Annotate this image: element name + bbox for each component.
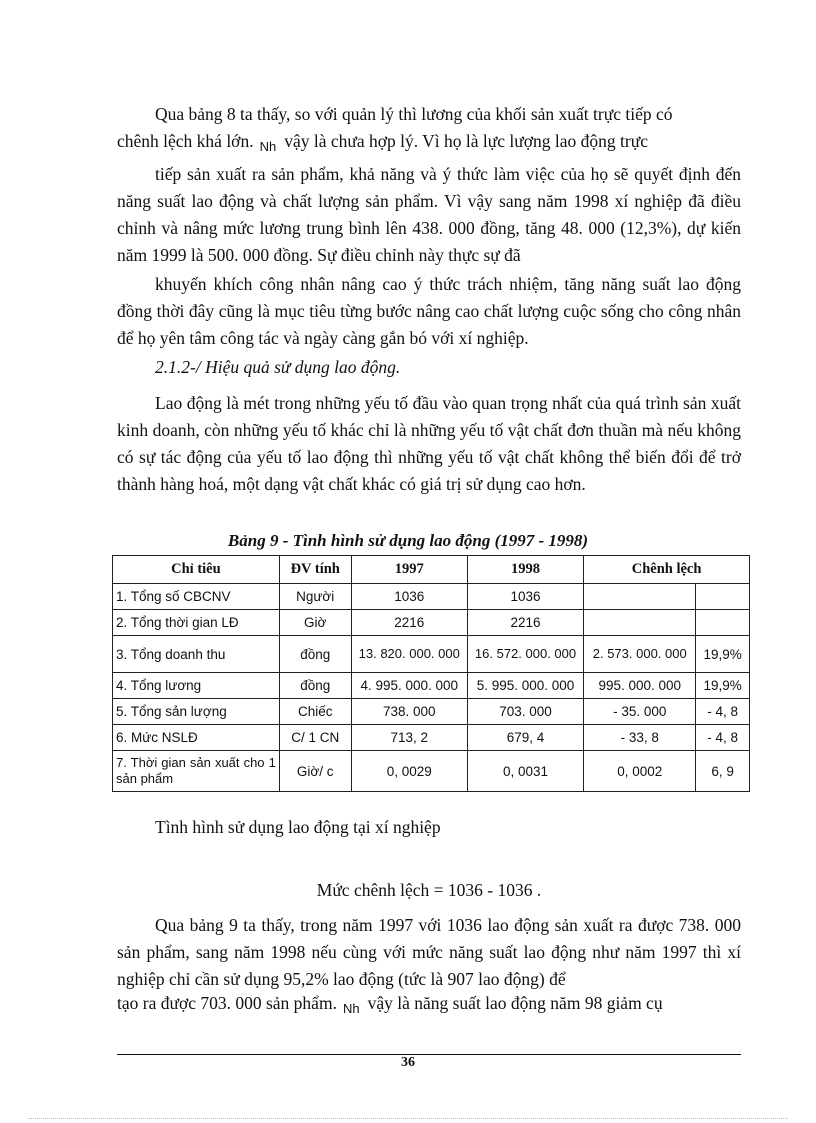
- header-cell: ĐV tính: [279, 556, 351, 584]
- header-cell: 1997: [351, 556, 467, 584]
- table-cell: 19,9%: [696, 636, 750, 673]
- table-cell: 679, 4: [467, 725, 583, 751]
- text-span: chênh lệch khá lớn.: [117, 131, 254, 151]
- section-heading: 2.1.2-/ Hiệu quả sử dụng lao động.: [155, 357, 401, 377]
- table-caption: Bảng 9 - Tình hình sử dụng lao động (1997 - 1998): [227, 531, 589, 550]
- table-cell: 2. 573. 000. 000: [584, 636, 696, 673]
- text-span: vậy là năng suất lao động năm 98 giảm cụ: [367, 993, 663, 1013]
- text-span: vậy là chưa hợp lý. Vì họ là lực lượng lao động trực: [284, 131, 648, 151]
- table-cell: 6. Mức NSLĐ: [113, 725, 280, 751]
- table-row: [113, 699, 750, 725]
- text-span: Nh: [342, 1001, 360, 1016]
- table-cell: 703. 000: [467, 699, 583, 725]
- table-cell: 0, 0029: [351, 751, 467, 792]
- table-cell: Chiếc: [279, 699, 351, 725]
- table-cell: - 4, 8: [696, 725, 750, 751]
- paragraph: khuyến khích công nhân nâng cao ý thức trách nhiệm, tăng năng suất lao động đồng thời đây cũng là mục tiêu từng bước nâng cao chất lượng cuộc sống cho công nhân để họ yên tâm công tác và ngày càng gắn bó với xí nghiệp.: [117, 274, 741, 348]
- table-cell: Giờ: [279, 610, 351, 636]
- table-cell: - 35. 000: [584, 699, 696, 725]
- table-cell: 3. Tổng doanh thu: [113, 636, 280, 673]
- table-cell: 738. 000: [351, 699, 467, 725]
- header-cell: 1998: [467, 556, 583, 584]
- table-cell: 7. Thời gian sản xuất cho 1 sản phẩm: [113, 751, 280, 792]
- table-cell: [696, 584, 750, 610]
- table-cell: [584, 584, 696, 610]
- text-span: tạo ra được 703. 000 sản phẩm.: [117, 993, 337, 1013]
- table-cell: 1. Tổng số CBCNV: [113, 584, 280, 610]
- table-cell: 16. 572. 000. 000: [467, 636, 583, 673]
- table-cell: 2216: [351, 610, 467, 636]
- table-cell: 0, 0031: [467, 751, 583, 792]
- table-cell: 6, 9: [696, 751, 750, 792]
- table-cell: 4. 995. 000. 000: [351, 673, 467, 699]
- data-table: [112, 555, 750, 792]
- table-cell: 13. 820. 000. 000: [351, 636, 467, 673]
- table-row: [113, 673, 750, 699]
- paragraph-line: [117, 993, 741, 1014]
- text-span: Nh: [259, 139, 277, 154]
- table-row: [113, 751, 750, 792]
- table-cell: C/ 1 CN: [279, 725, 351, 751]
- paragraph: tiếp sản xuất ra sản phẩm, khả năng và ý thức làm việc của họ sẽ quyết định đến năng suất lao động và chất lượng sản phẩm. Vì vậy sang năm 1998 xí nghiệp đã điều chỉnh và nâng mức lương trung bình lên 438. 000 đồng, tăng 48. 000 (12,3%), dự kiến năm 1999 là 500. 000 đồng. Sự điều chỉnh này thực sự đã: [117, 164, 741, 265]
- table-cell: 1036: [351, 584, 467, 610]
- table-cell: đồng: [279, 673, 351, 699]
- formula: Mức chênh lệch = 1036 - 1036 .: [316, 880, 542, 900]
- page-number: 36: [401, 1055, 415, 1070]
- table-row: [113, 636, 750, 673]
- table-row: [113, 584, 750, 610]
- table-cell: 5. Tổng sản lượng: [113, 699, 280, 725]
- table-cell: 19,9%: [696, 673, 750, 699]
- paragraph-line: Qua bảng 8 ta thấy, so với quản lý thì lương của khối sản xuất trực tiếp có: [155, 104, 673, 124]
- paragraph-line: [117, 131, 741, 152]
- table-cell: 2216: [467, 610, 583, 636]
- table-cell: 1036: [467, 584, 583, 610]
- paragraph: Lao động là mét trong những yếu tố đầu vào quan trọng nhất của quá trình sản xuất kinh doanh, còn những yếu tố khác chỉ là những yếu tố vật chất đơn thuần mà nếu không có sự tác động của yếu tố lao động thì những yếu tố vật chất không thể biến đổi để trở thành hàng hoá, một dạng vật chất khác có giá trị sử dụng cao hơn.: [117, 393, 741, 494]
- paragraph: Qua bảng 9 ta thấy, trong năm 1997 với 1036 lao động sản xuất ra được 738. 000 sản phẩm, sang năm 1998 nếu cùng với mức năng suất lao động như năm 1997 thì xí nghiệp chỉ cần sử dụng 95,2% lao động (tức là 907 lao động) để: [117, 915, 741, 989]
- table-cell: 995. 000. 000: [584, 673, 696, 699]
- table-cell: - 4, 8: [696, 699, 750, 725]
- table-cell: Giờ/ c: [279, 751, 351, 792]
- table-cell: 4. Tổng lương: [113, 673, 280, 699]
- header-cell: Chênh lệch: [584, 556, 750, 584]
- table-cell: 5. 995. 000. 000: [467, 673, 583, 699]
- table-cell: - 33, 8: [584, 725, 696, 751]
- table-cell: 0, 0002: [584, 751, 696, 792]
- page-edge-divider: [28, 1118, 788, 1119]
- header-cell: Chỉ tiêu: [113, 556, 280, 584]
- table-cell: 713, 2: [351, 725, 467, 751]
- table-row: [113, 610, 750, 636]
- table-header-row: [113, 556, 750, 584]
- table-cell: [696, 610, 750, 636]
- table-row: [113, 725, 750, 751]
- table-cell: [584, 610, 696, 636]
- table-cell: đồng: [279, 636, 351, 673]
- paragraph-line: Tình hình sử dụng lao động tại xí nghiệp: [155, 817, 441, 837]
- table-cell: Người: [279, 584, 351, 610]
- table-cell: 2. Tổng thời gian LĐ: [113, 610, 280, 636]
